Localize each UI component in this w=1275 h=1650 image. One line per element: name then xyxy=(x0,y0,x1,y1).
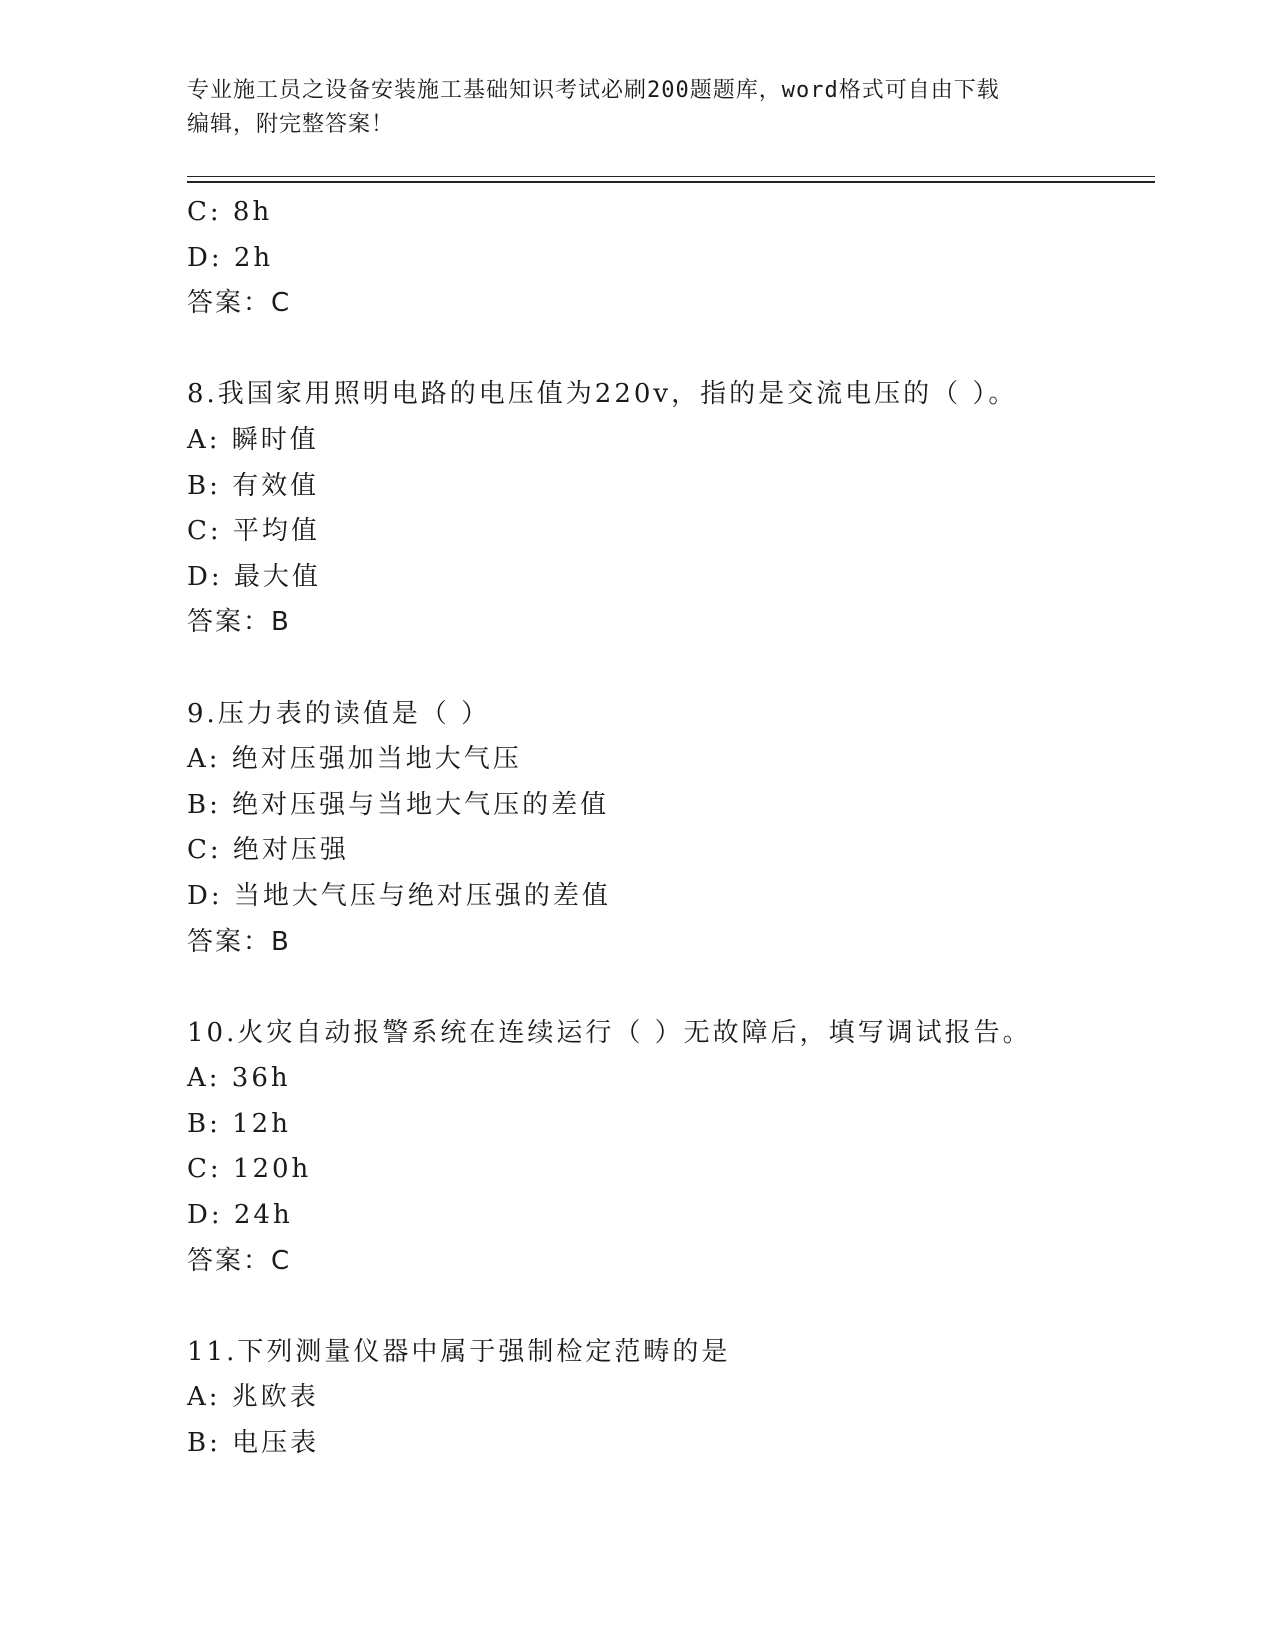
spacer xyxy=(187,646,1155,692)
option-b: B: 12h xyxy=(187,1108,291,1139)
option-d: D: 2h xyxy=(187,242,274,273)
spacer xyxy=(187,1284,1155,1330)
option-a: A: 36h xyxy=(187,1063,291,1094)
answer-line xyxy=(187,1239,1155,1285)
spacer xyxy=(187,327,1155,373)
header-divider-thick xyxy=(187,181,1155,183)
option-c: C: 绝对压强 xyxy=(187,835,349,866)
answer-value: B xyxy=(271,607,290,638)
option-c: C: 平均值 xyxy=(187,516,320,547)
answer-label: 答案： xyxy=(187,1245,272,1276)
option-a: A: 绝对压强加当地大气压 xyxy=(187,744,522,775)
option-d: D: 最大值 xyxy=(187,561,321,592)
header-title-line-1: 专业施工员之设备安装施工基础知识考试必刷200题题库，word格式可自由下载 xyxy=(187,78,1000,103)
option-c: C: 8h xyxy=(187,197,273,227)
answer-value: C xyxy=(271,288,291,319)
header-divider-thin xyxy=(187,176,1155,177)
option-c: C: 120h xyxy=(187,1154,312,1185)
option-b: B: 绝对压强与当地大气压的差值 xyxy=(187,789,610,820)
question-stem: 9.压力表的读值是（ ） xyxy=(187,698,491,729)
answer-line xyxy=(187,600,1155,646)
question-stem: 10.火灾自动报警系统在连续运行（ ）无故障后，填写调试报告。 xyxy=(187,1017,1032,1048)
header-title-line-2: 编辑，附完整答案！ xyxy=(187,112,395,137)
option-b: B: 电压表 xyxy=(187,1428,320,1459)
answer-label: 答案： xyxy=(187,607,272,638)
answer-label: 答案： xyxy=(187,926,272,957)
question-stem: 8.我国家用照明电路的电压值为220v，指的是交流电压的（ ）。 xyxy=(187,379,1018,410)
question-stem: 11.下列测量仪器中属于强制检定范畴的是 xyxy=(187,1336,731,1367)
option-b: B: 有效值 xyxy=(187,470,320,501)
question-list xyxy=(187,190,1155,1467)
option-a: A: 兆欧表 xyxy=(187,1382,319,1413)
answer-label: 答案： xyxy=(187,288,272,319)
option-d: D: 当地大气压与绝对压强的差值 xyxy=(187,880,611,911)
answer-value: B xyxy=(271,926,290,957)
answer-line xyxy=(187,281,1155,327)
answer-value: C xyxy=(271,1245,291,1276)
document-header xyxy=(187,74,1087,142)
option-d: D: 24h xyxy=(187,1200,293,1231)
option-a: A: 瞬时值 xyxy=(187,424,319,455)
answer-line xyxy=(187,920,1155,966)
spacer xyxy=(187,965,1155,1011)
